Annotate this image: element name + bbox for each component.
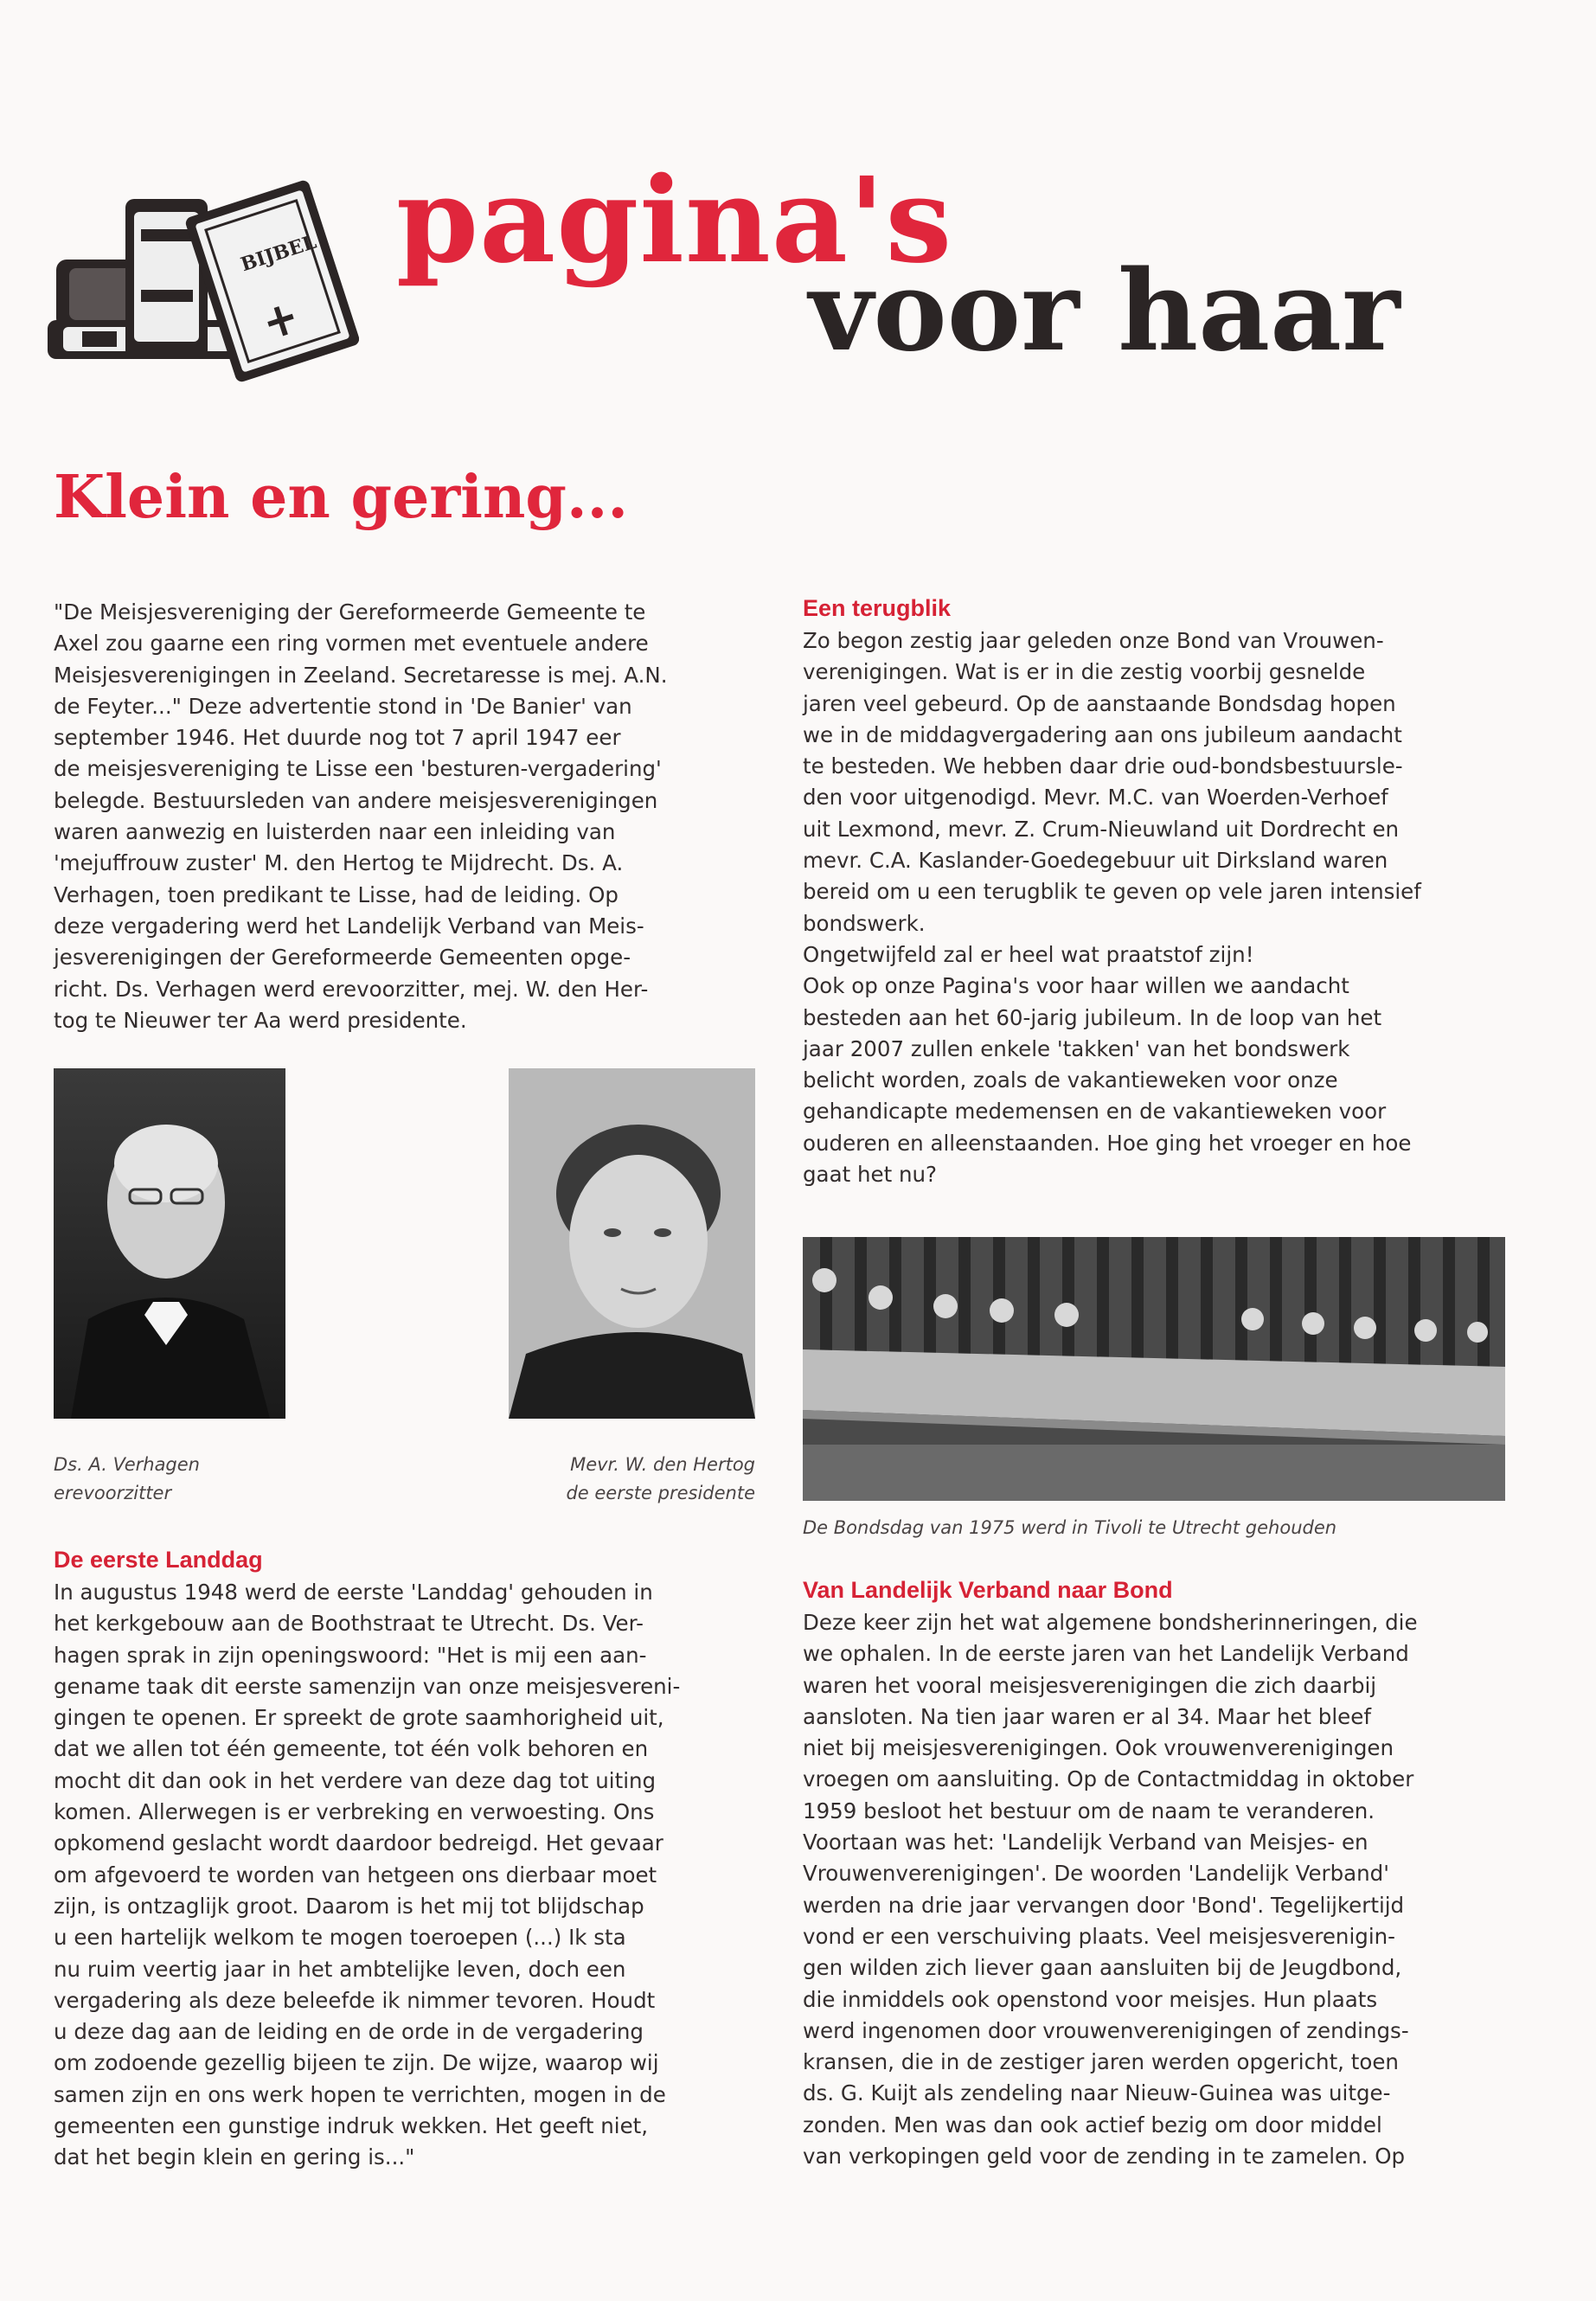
page-title-line1: pagina's	[396, 151, 953, 290]
portrait-verhagen-photo	[54, 1068, 285, 1419]
photo2-caption: Mevr. W. den Hertog de eerste presidente	[566, 1454, 755, 1503]
article-headline: Klein en gering...	[54, 463, 628, 532]
books-bible-logo	[48, 160, 359, 385]
section-eerste-landdag-text: In augustus 1948 werd de eerste 'Landdag' gehouden in het kerkgebouw aan de Boothstraat te Utrecht. Ds. Ver- hagen sprak in zijn openingswoord: "Het is mij een aan- gename taak dit eerste samenzijn van onze meisjesvereni- gingen te openen. Er spreekt de grote saamhorigheid uit, dat we allen tot één gemeente, tot één volk behoren en mocht dit dan ook in het verdere van deze dag tot uiting komen. Allerwegen is er verbreking en verwoesting. Ons opkomend geslacht wordt daardoor bedreigd. Het gevaar om afgevoerd te worden van hetgeen ons dierbaar moet zijn, is ontzaglijk groot. Daarom is het mij tot blijdschap u een hartelijk welkom te mogen toeroepen (...) Ik sta nu ruim veertig jaar in het ambtelijke leven, doch een vergadering als deze beleefde ik nimmer tevoren. Houdt u deze dag aan de leiding en de orde in de vergadering om zodoende gezellig bijeen te zijn. De wijze, waarop wij samen zijn en ons werk hopen te verrichten, mogen in de gemeenten een gunstige indruk wekken. Het geeft niet, dat het begin klein en gering is..."	[54, 1580, 681, 2170]
portrait-den-hertog-photo	[509, 1068, 755, 1419]
section-landelijk-verband-text: Deze keer zijn het wat algemene bondsherinneringen, die we ophalen. In de eerste jaren van het Landelijk Verband waren het vooral meisjesverenigingen die zich daarbij aansloten. Na tien jaar waren er al 34. Maar het bleef niet bij meisjesverenigingen. Ook vrouwenverenigingen vroegen om aansluiting. Op de Contactmiddag in oktober 1959 besloot het bestuur om de naam te veranderen. Voortaan was het: 'Landelijk Verband van Meisjes- en Vrouwenverenigingen'. De woorden 'Landelijk Verband' werden na drie jaar vervangen door 'Bond'. Tegelijkertijd vond er een verschuiving plaats. Veel meisjesverenigin- gen wilden zich liever gaan aansluiten bij de Jeugdbond, die inmiddels ook openstond voor meisjes. Hun plaats werd ingenomen door vrouwenverenigingen of zendings- kransen, die in de zestiger jaren werden opgericht, toen ds. G. Kuijt als zendeling naar Nieuw-Guinea was uitge- zonden. Men was dan ook actief bezig om door middel van verkopingen geld voor de zending in te zamelen. Op	[803, 1610, 1418, 2170]
bible-cover-label: BIJBEL	[238, 230, 319, 277]
section-heading-landelijk-verband: Van Landelijk Verband naar Bond	[803, 1577, 1173, 1603]
section-terugblik-text: Zo begon zestig jaar geleden onze Bond van Vrouwen- verenigingen. Wat is er in die zestig voorbij gesnelde jaren veel gebeurd. Op de aanstaande Bondsdag hopen we in de middagvergadering aan ons jubileum aandacht te besteden. We hebben daar drie oud-bondsbestuursle- den voor uitgenodigd. Mevr. M.C. van Woerden-Verhoef uit Lexmond, mevr. Z. Crum-Nieuwland uit Dordrecht en mevr. C.A. Kaslander-Goedegebuur uit Dirksland waren bereid om u een terugblik te geven op vele jaren intensief bondswerk. Ongetwijfeld zal er heel wat praatstof zijn! Ook op onze Pagina's voor haar willen we aandacht besteden aan het 60-jarig jubileum. In de loop van het jaar 2007 zullen enkele 'takken' van het bondswerk belicht worden, zoals de vakantieweken voor onze gehandicapte medemensen en de vakantieweken voor ouderen en alleenstaanden. Hoe ging het vroeger en hoe gaat het nu?	[803, 628, 1421, 1188]
section-heading-eerste-landdag: De eerste Landdag	[54, 1547, 263, 1573]
page-title-line2: voor haar	[809, 247, 1401, 376]
photo3-caption: De Bondsdag van 1975 werd in Tivoli te Utrecht gehouden	[803, 1517, 1337, 1538]
bondsdag-1975-photo	[803, 1237, 1505, 1501]
intro-paragraph: "De Meisjesvereniging der Gereformeerde Gemeente te Axel zou gaarne een ring vormen met eventuele andere Meisjesverenigingen in Zeeland. Secretaresse is mej. A.N. de Feyter..." Deze advertentie stond in 'De Banier' van september 1946. Het duurde nog tot 7 april 1947 eer de meisjesvereniging te Lisse een 'besturen-vergadering' belegde. Bestuursleden van andere meisjesverenigingen waren aanwezig en luisterden naar een inleiding van 'mejuffrouw zuster' M. den Hertog te Mijdrecht. Ds. A. Verhagen, toen predikant te Lisse, had de leiding. Op deze vergadering werd het Landelijk Verband van Meis- jesverenigingen der Gereformeerde Gemeenten opge- richt. Ds. Verhagen werd erevoorzitter, mej. W. den Her- tog te Nieuwer ter Aa werd presidente.	[54, 599, 668, 1033]
section-heading-terugblik: Een terugblik	[803, 595, 952, 621]
photo1-caption: Ds. A. Verhagen erevoorzitter	[54, 1454, 200, 1503]
